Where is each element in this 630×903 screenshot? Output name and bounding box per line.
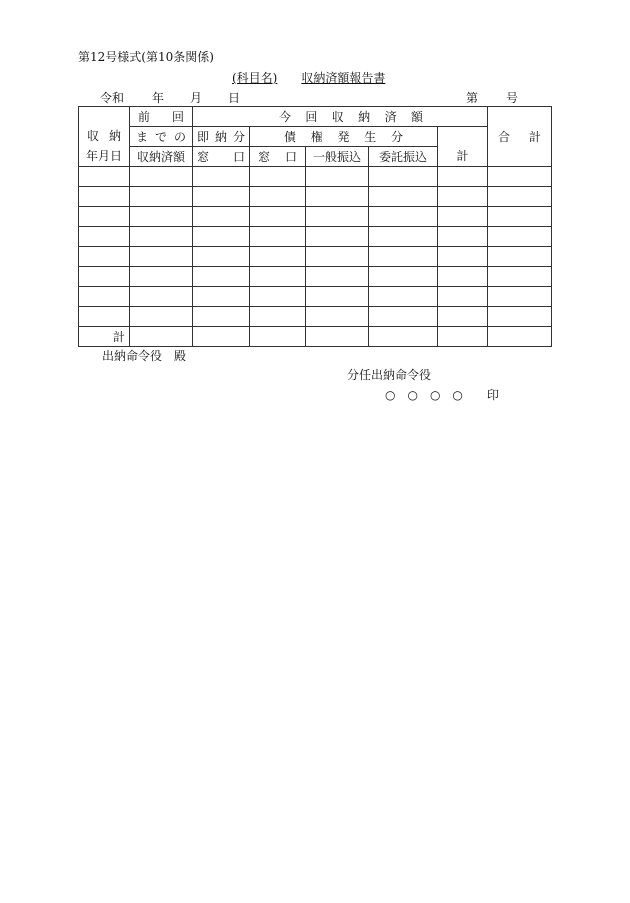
table-cell[interactable] — [438, 267, 488, 287]
table-row — [79, 307, 552, 327]
table-cell[interactable] — [306, 187, 369, 207]
header-bond-general: 一般振込 — [306, 147, 369, 167]
table-cell[interactable] — [79, 207, 130, 227]
table-cell[interactable] — [79, 187, 130, 207]
table-cell[interactable] — [306, 267, 369, 287]
signature-line: ○ ○ ○ ○ 印 — [385, 388, 499, 402]
table-cell[interactable] — [438, 287, 488, 307]
table-cell[interactable] — [488, 287, 552, 307]
table-cell[interactable] — [79, 287, 130, 307]
table-cell[interactable] — [369, 247, 438, 267]
table-cell[interactable] — [306, 167, 369, 187]
form-number: 第12号様式(第10条関係) — [78, 50, 214, 64]
total-cell[interactable] — [306, 327, 369, 347]
header-date-cell — [79, 107, 130, 167]
table-cell[interactable] — [250, 247, 306, 267]
table-cell[interactable] — [488, 207, 552, 227]
report-table — [78, 106, 552, 347]
table-cell[interactable] — [488, 307, 552, 327]
table-cell[interactable] — [130, 247, 193, 267]
header-date-top: 収 納 — [87, 129, 121, 143]
table-cell[interactable] — [438, 247, 488, 267]
table-cell[interactable] — [250, 167, 306, 187]
table-cell[interactable] — [438, 187, 488, 207]
table-cell[interactable] — [488, 227, 552, 247]
table-cell[interactable] — [438, 207, 488, 227]
table-cell[interactable] — [369, 267, 438, 287]
table-row — [79, 207, 552, 227]
table-cell[interactable] — [193, 287, 250, 307]
table-cell[interactable] — [250, 307, 306, 327]
officer-title: 分任出納命令役 — [347, 368, 432, 382]
table-cell[interactable] — [250, 207, 306, 227]
header-bond-window: 窓 口 — [250, 147, 306, 167]
table-cell[interactable] — [130, 227, 193, 247]
table-cell[interactable] — [369, 167, 438, 187]
table-cell[interactable] — [306, 307, 369, 327]
table-cell[interactable] — [250, 287, 306, 307]
table-cell[interactable] — [79, 247, 130, 267]
table-cell[interactable] — [130, 207, 193, 227]
table-cell[interactable] — [193, 187, 250, 207]
table-row — [79, 247, 552, 267]
table-cell[interactable] — [79, 267, 130, 287]
table-cell[interactable] — [369, 307, 438, 327]
table-cell[interactable] — [369, 287, 438, 307]
header-total-cell: 合 計 — [488, 107, 552, 167]
table-cell[interactable] — [130, 287, 193, 307]
table-cell[interactable] — [438, 307, 488, 327]
table-cell[interactable] — [306, 247, 369, 267]
total-cell[interactable] — [130, 327, 193, 347]
number-prefix: 第 — [466, 91, 479, 105]
table-cell[interactable] — [306, 207, 369, 227]
header-bond-consign: 委託振込 — [369, 147, 438, 167]
table-cell[interactable] — [488, 167, 552, 187]
document-title — [232, 69, 385, 86]
table-cell[interactable] — [193, 207, 250, 227]
table-cell[interactable] — [438, 167, 488, 187]
table-row — [79, 287, 552, 307]
table-cell[interactable] — [79, 167, 130, 187]
table-cell[interactable] — [488, 247, 552, 267]
date-year: 年 — [152, 91, 165, 105]
total-cell[interactable] — [193, 327, 250, 347]
addressee: 出納命令役 殿 — [102, 349, 187, 363]
table-cell[interactable] — [193, 307, 250, 327]
table-cell[interactable] — [488, 187, 552, 207]
header-subtotal: 計 — [438, 127, 488, 167]
total-cell[interactable] — [369, 327, 438, 347]
date-day: 日 — [228, 91, 241, 105]
header-previous-1: 前 回 — [130, 107, 193, 127]
header-previous-2: ま で の — [130, 127, 193, 147]
table-cell[interactable] — [369, 227, 438, 247]
total-row-label: 計 — [79, 327, 130, 347]
table-row — [79, 167, 552, 187]
table-cell[interactable] — [369, 187, 438, 207]
table-cell[interactable] — [130, 167, 193, 187]
table-cell[interactable] — [306, 287, 369, 307]
title-subject: (科目名) — [232, 71, 278, 85]
table-cell[interactable] — [438, 227, 488, 247]
table-row — [79, 267, 552, 287]
total-cell[interactable] — [250, 327, 306, 347]
header-current-group: 今 回 収 納 済 額 — [193, 107, 488, 127]
table-cell[interactable] — [250, 187, 306, 207]
table-cell[interactable] — [369, 207, 438, 227]
total-cell[interactable] — [438, 327, 488, 347]
table-cell[interactable] — [193, 247, 250, 267]
data-body — [79, 167, 552, 327]
table-cell[interactable] — [193, 267, 250, 287]
table-row — [79, 187, 552, 207]
header-previous-3: 収納済額 — [130, 147, 193, 167]
table-cell[interactable] — [130, 187, 193, 207]
table-cell[interactable] — [79, 307, 130, 327]
date-era: 令和 — [100, 91, 125, 105]
table-cell[interactable] — [79, 227, 130, 247]
total-cell[interactable] — [488, 327, 552, 347]
table-cell[interactable] — [130, 267, 193, 287]
table-cell[interactable] — [250, 227, 306, 247]
table-cell[interactable] — [130, 307, 193, 327]
title-main: 収納済額報告書 — [301, 71, 386, 85]
number-suffix: 号 — [506, 91, 519, 105]
table-cell[interactable] — [193, 227, 250, 247]
header-immediate-1: 即 納 分 — [193, 127, 250, 147]
table-row — [79, 227, 552, 247]
header-immediate-2: 窓 口 — [193, 147, 250, 167]
header-date-bottom: 年月日 — [85, 149, 122, 163]
table-cell[interactable] — [193, 167, 250, 187]
header-bond-group: 債 権 発 生 分 — [250, 127, 438, 147]
table-cell[interactable] — [250, 267, 306, 287]
date-month: 月 — [190, 91, 203, 105]
table-cell[interactable] — [306, 227, 369, 247]
table-cell[interactable] — [488, 267, 552, 287]
